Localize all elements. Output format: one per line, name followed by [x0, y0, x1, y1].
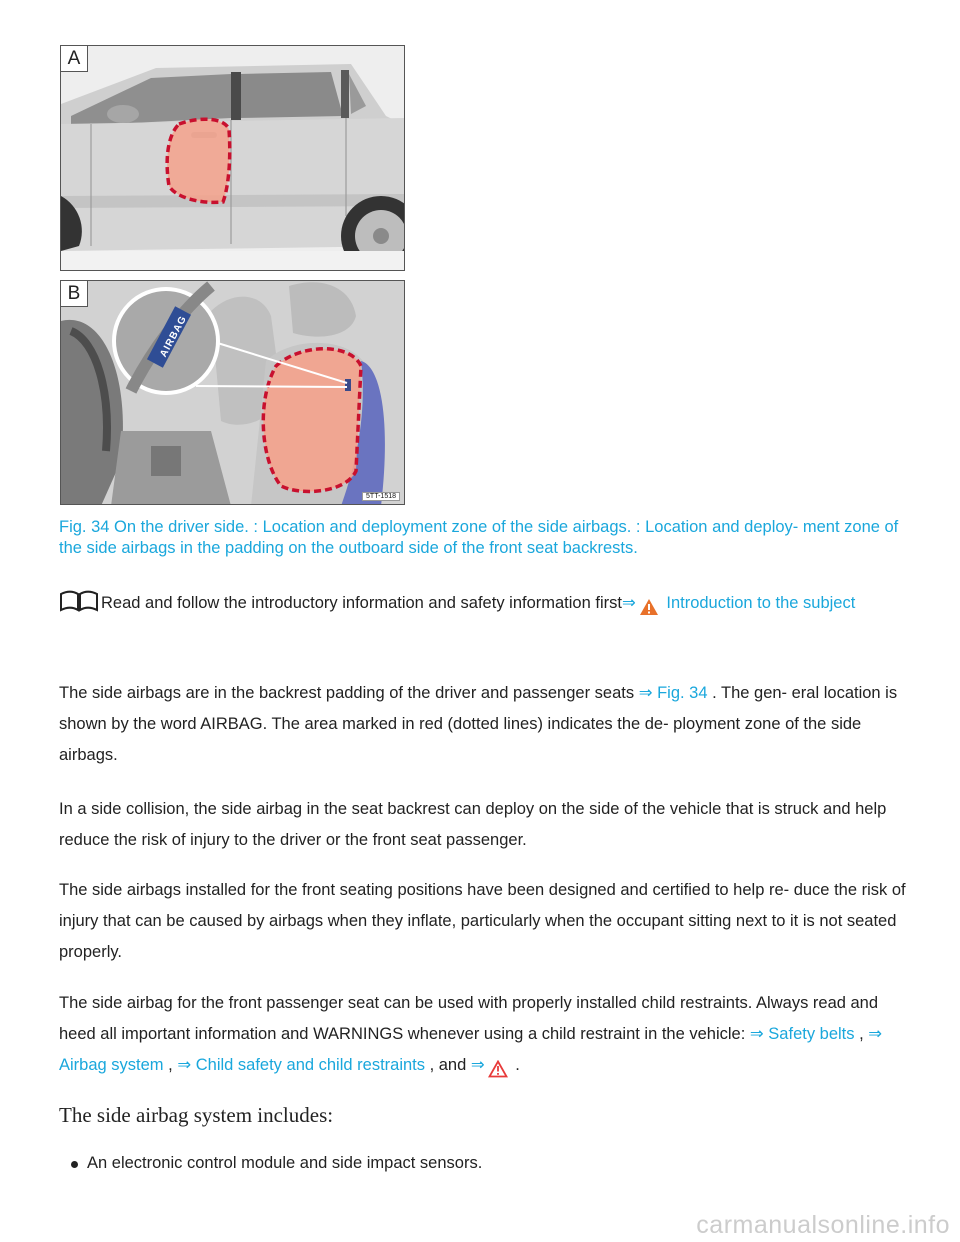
- p4-text: The side airbag for the front passenger seat can be used with properly installed child restraints. Always read and heed all important information and WARNINGS whenever using a child restraint in the vehicle:: [59, 994, 879, 1043]
- figure-panel-a: [60, 45, 405, 271]
- paragraph-certification: The side airbags installed for the front seating positions have been designed and certified to help re- duce the risk of injury that can be caused by airbags when they inflate, particularly when the occupant sitting next to it is not seated properly.: [59, 881, 906, 961]
- intro-link[interactable]: Introduction to the subject: [666, 594, 856, 612]
- p4-separator: ,: [163, 1056, 178, 1074]
- p4-separator: , and: [425, 1056, 471, 1074]
- airbag-system-link[interactable]: ⇒ Airbag system: [59, 1025, 883, 1074]
- warning-triangle-icon: [639, 596, 659, 627]
- warning-link-arrow[interactable]: ⇒: [470, 1056, 485, 1074]
- warning-outline-icon[interactable]: [488, 1058, 508, 1089]
- list-item: [69, 1148, 482, 1179]
- p1-text-end: . The gen- eral location is shown by the word AIRBAG. The area marked in red (dotted lines) indicates the de- ployment zone of the side airbags.: [59, 684, 898, 764]
- intro-arrow[interactable]: ⇒: [621, 594, 636, 612]
- list-item-text: An electronic control module and side impact sensors.: [87, 1154, 483, 1172]
- airbag-system-list: [69, 1148, 482, 1179]
- airbag-label: AIRBAG: [158, 313, 190, 360]
- bullet-dot: [71, 1161, 78, 1168]
- p4-separator: ,: [854, 1025, 869, 1043]
- section-subheading: The side airbag system includes:: [59, 1103, 334, 1127]
- figure-panel-b: [60, 280, 405, 505]
- watermark: carmanualsonline.info: [696, 1211, 950, 1239]
- panel-b-label: B: [61, 281, 88, 307]
- intro-line: [59, 588, 909, 627]
- p4-end: .: [510, 1056, 520, 1074]
- deployment-zone-a: [167, 119, 230, 202]
- panel-a-label: A: [61, 46, 88, 72]
- deployment-zone-b: [263, 349, 361, 492]
- book-icon: [59, 590, 99, 623]
- paragraph-location: [59, 678, 909, 771]
- fig-34-link[interactable]: ⇒ Fig. 34: [638, 684, 708, 702]
- figure-caption: Fig. 34 On the driver side. : Location and deployment zone of the side airbags. : Location and deploy- ment zone of the side airbags in the padding on the outboard side of the front seat backrests.: [59, 518, 899, 557]
- paragraph-side-collision: In a side collision, the side airbag in the seat backrest can deploy on the side of the vehicle that is struck and help reduce the risk of injury to the driver or the front seat passenger.: [59, 800, 887, 849]
- image-code: 5TT-1518: [362, 492, 400, 501]
- paragraph-child-restraints: [59, 988, 909, 1089]
- figure-34: [60, 45, 405, 505]
- car-side-illustration: [61, 46, 405, 271]
- intro-text: Read and follow the introductory information and safety information first: [101, 594, 622, 612]
- p1-text: The side airbags are in the backrest padding of the driver and passenger seats: [59, 684, 639, 702]
- safety-belts-link[interactable]: ⇒ Safety belts: [749, 1025, 855, 1043]
- child-safety-link[interactable]: ⇒ Child safety and child restraints: [177, 1056, 425, 1074]
- front-seat-illustration: [61, 281, 405, 505]
